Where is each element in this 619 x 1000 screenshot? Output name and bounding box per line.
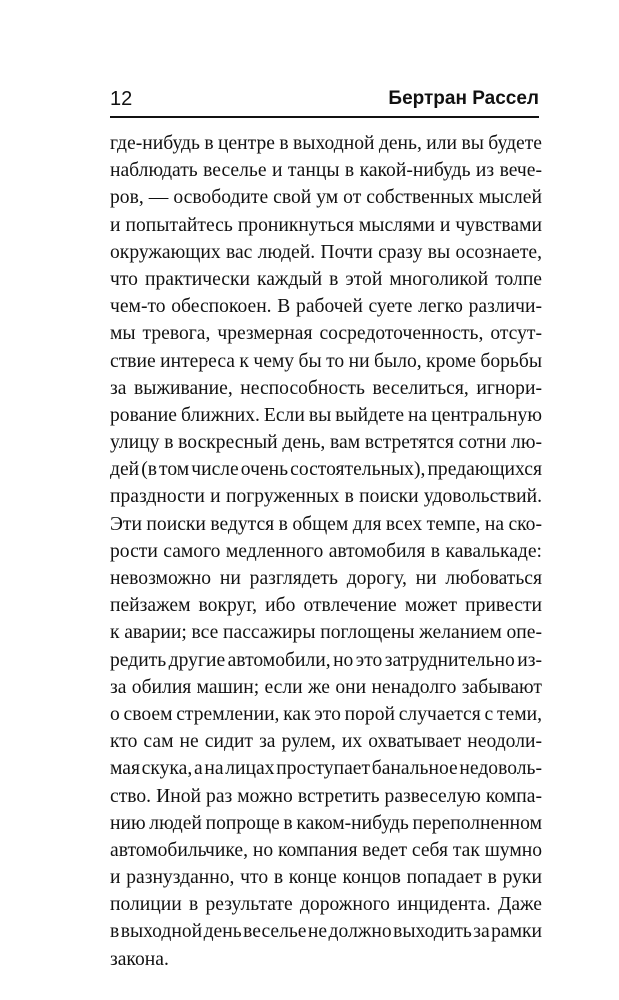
- text-line: Эти поиски ведутся в общем для всех темпе, на ско-: [110, 513, 542, 535]
- text-line: чем-то обеспокоен. В рабочей суете легко различи-: [110, 296, 542, 318]
- text-line: за выживание, неспособность веселиться, игнори-: [110, 377, 542, 399]
- text-line: рование ближних. Если вы выйдете на центральную: [110, 404, 542, 426]
- text-line: ствие интереса к чему бы то ни было, кроме борьбы: [110, 350, 542, 372]
- text-line: закона.: [110, 948, 169, 970]
- text-line: пейзажем вокруг, ибо отвлечение может привести: [110, 595, 542, 617]
- text-line: улицу в воскресный день, вам встретятся сотни лю-: [110, 432, 542, 454]
- text-line: невозможно ни разглядеть дорогу, ни любоваться: [110, 568, 542, 589]
- text-line: нию людей попроще в каком-нибудь переполненном: [110, 812, 542, 834]
- text-line: рости самого медленного автомобиля в кавалькаде:: [110, 540, 542, 562]
- text-line: что практически каждый в этой многоликой толпе: [110, 268, 542, 290]
- text-line: в выходной день веселье не должно выходить за рамки: [110, 921, 542, 943]
- text-line: праздности и погруженных в поиски удовольствий.: [110, 486, 542, 508]
- text-line: где-нибудь в центре в выходной день, или вы будете: [110, 133, 542, 154]
- text-line: наблюдать веселье и танцы в какой-нибудь из вече-: [110, 160, 542, 182]
- text-line: ров, — освободите свой ум от собственных мыслей: [110, 187, 542, 209]
- text-line: редить другие автомобили, но это затруднительно из-: [110, 649, 542, 671]
- header-rule: [110, 116, 539, 118]
- text-line: и попытайтесь проникнуться мыслями и чувствами: [110, 214, 542, 236]
- text-line: о своем стремлении, как это порой случается с теми,: [110, 703, 542, 725]
- text-line: к аварии; все пассажиры поглощены желанием опе-: [110, 622, 542, 644]
- text-line: мы тревога, чрезмерная сосредоточенность, отсут-: [110, 323, 542, 345]
- text-line: окружающих вас людей. Почти сразу вы осознаете,: [110, 241, 542, 263]
- page-header: [110, 86, 539, 116]
- text-line: за обилия машин; если же они ненадолго забывают: [110, 676, 542, 698]
- text-line: полиции в результате дорожного инцидента. Даже: [110, 894, 542, 916]
- text-line: дей (в том числе очень состоятельных), предающихся: [110, 459, 542, 481]
- running-head-author: Бертран Рассел: [388, 88, 539, 109]
- text-line: мая скука, а на лицах проступает банальное недоволь-: [110, 758, 542, 780]
- body-text: [110, 130, 542, 973]
- text-line: ство. Иной раз можно встретить развеселую компа-: [110, 785, 542, 807]
- text-line: и разнузданно, что в конце концов попадает в руки: [110, 867, 542, 889]
- text-line: автомобильчике, но компания ведет себя так шумно: [110, 839, 542, 861]
- text-line: кто сам не сидит за рулем, их охватывает неодоли-: [110, 731, 542, 753]
- page-number: 12: [110, 88, 133, 110]
